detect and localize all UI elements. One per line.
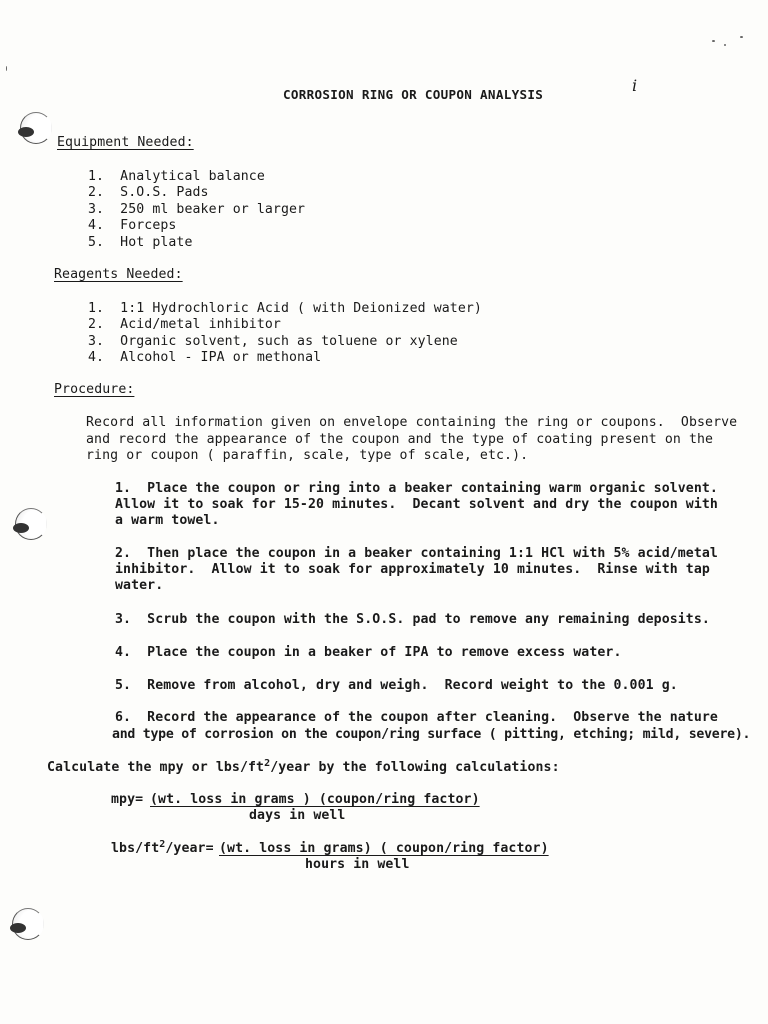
reagent-item: 2. Acid/metal inhibitor (88, 317, 281, 332)
equipment-heading: Equipment Needed: (57, 135, 194, 150)
procedure-step-2: water. (115, 578, 164, 593)
handwritten-mark: i (632, 76, 638, 95)
reagent-item: 1. 1:1 Hydrochloric Acid ( with Deionized water) (88, 301, 482, 316)
procedure-step-2: inhibitor. Allow it to soak for approximately 10 minutes. Rinse with tap (115, 562, 710, 577)
mpy-denominator: days in well (249, 808, 346, 823)
procedure-step-6: 6. Record the appearance of the coupon after cleaning. Observe the nature (115, 710, 718, 725)
procedure-step-1: 1. Place the coupon or ring into a beaker containing warm organic solvent. (115, 481, 718, 496)
equipment-item: 4. Forceps (88, 218, 177, 233)
procedure-intro-line: and record the appearance of the coupon and the type of coating present on the (86, 432, 714, 447)
scan-speck (6, 66, 7, 71)
procedure-step-6: and type of corrosion on the coupon/ring surface ( pitting, etching; mild, severe). (112, 727, 751, 742)
procedure-heading: Procedure: (54, 382, 135, 397)
lbs-label-text-a: lbs/ft (111, 841, 160, 856)
scan-speck (740, 36, 743, 38)
equipment-item: 2. S.O.S. Pads (88, 185, 209, 200)
procedure-step-2: 2. Then place the coupon in a beaker containing 1:1 HCl with 5% acid/metal (115, 546, 718, 561)
punch-hole-bottom (12, 908, 44, 940)
lbs-numerator: (wt. loss in grams) ( coupon/ring factor) (219, 841, 549, 856)
superscript-2: 2 (264, 758, 271, 769)
page-title: CORROSION RING OR COUPON ANALYSIS (283, 87, 544, 102)
reagent-item: 3. Organic solvent, such as toluene or xylene (88, 334, 458, 349)
equipment-item: 3. 250 ml beaker or larger (88, 202, 306, 217)
lbs-label (111, 841, 214, 859)
scan-speck (712, 40, 715, 42)
mpy-label: mpy= (111, 792, 144, 807)
procedure-step-5: 5. Remove from alcohol, dry and weigh. Record weight to the 0.001 g. (115, 678, 678, 693)
equipment-item: 5. Hot plate (88, 235, 193, 250)
procedure-step-1: Allow it to soak for 15-20 minutes. Decant solvent and dry the coupon with (115, 497, 718, 512)
punch-hole-top (20, 112, 52, 144)
reagent-item: 4. Alcohol - IPA or methonal (88, 350, 322, 365)
calculation-intro-text-b: /year by the following calculations: (270, 760, 560, 775)
lbs-label-text-b: /year= (165, 841, 214, 856)
procedure-step-4: 4. Place the coupon in a beaker of IPA to remove excess water. (115, 645, 622, 660)
punch-hole-middle (15, 508, 47, 540)
calculation-intro-text-a: Calculate the mpy or lbs/ft (47, 760, 265, 775)
procedure-step-3: 3. Scrub the coupon with the S.O.S. pad to remove any remaining deposits. (115, 612, 710, 627)
reagents-heading: Reagents Needed: (54, 267, 183, 282)
calculation-intro (47, 760, 560, 778)
mpy-numerator: (wt. loss in grams ) (coupon/ring factor) (150, 792, 480, 807)
procedure-intro-line: ring or coupon ( paraffin, scale, type of scale, etc.). (86, 448, 529, 463)
scan-speck (724, 44, 726, 46)
superscript-2: 2 (159, 839, 166, 850)
procedure-step-1: a warm towel. (115, 513, 220, 528)
procedure-intro-line: Record all information given on envelope containing the ring or coupons. Observe (86, 415, 738, 430)
lbs-denominator: hours in well (305, 857, 410, 872)
equipment-item: 1. Analytical balance (88, 169, 265, 184)
